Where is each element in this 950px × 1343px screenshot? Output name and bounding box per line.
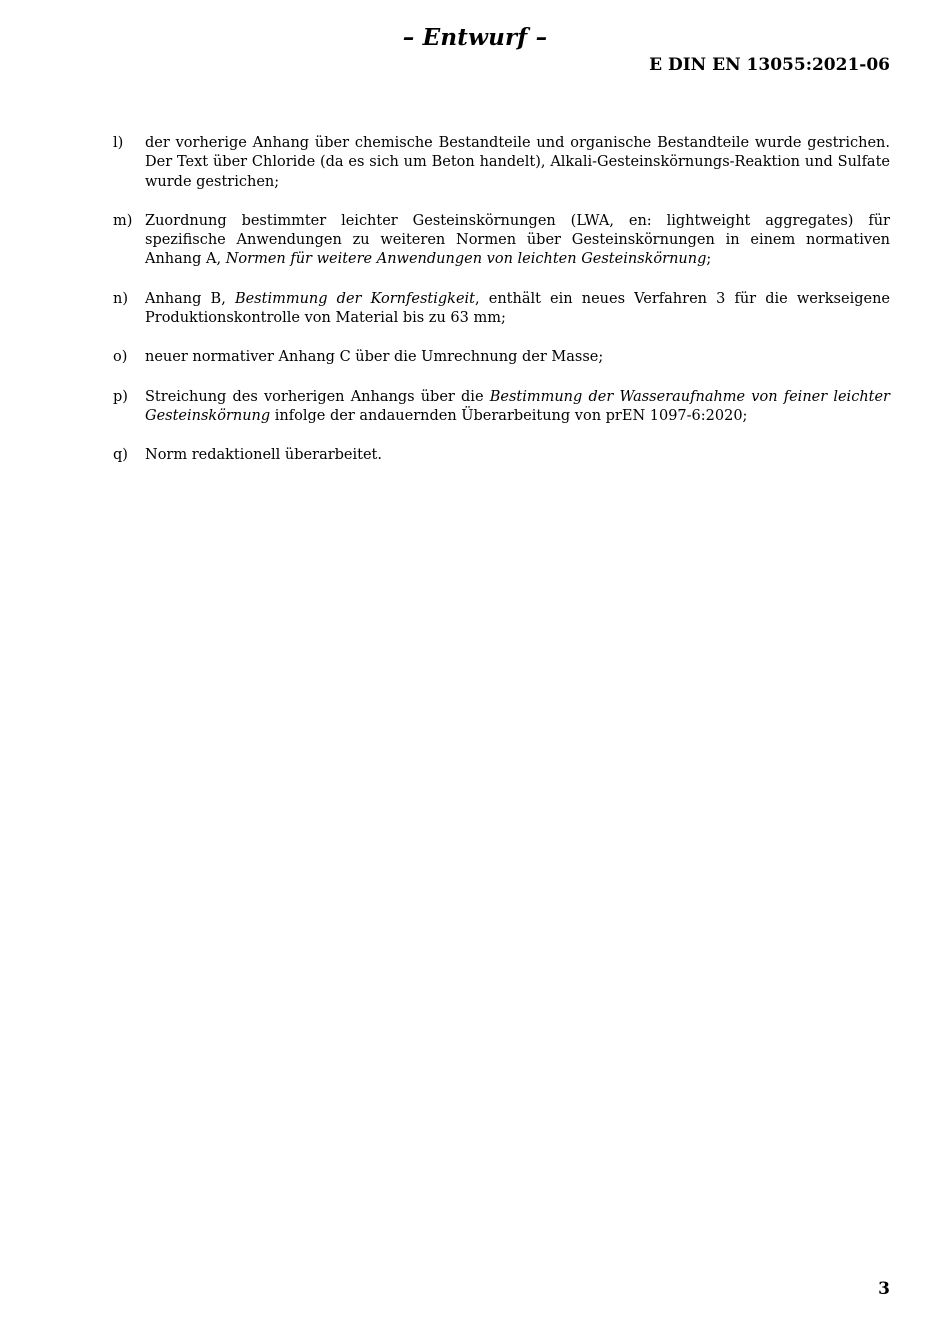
list-item-text: der vorherige Anhang über chemische Bestandteile und organische Bestandteile wurde gestrichen. Der Text über Chloride (da es sich um Beton handelt), Alkali-Gesteinskörnungs-Reaktion und Sulfate wurde gestrichen; <box>145 135 890 190</box>
list-item-label: m) <box>113 212 133 229</box>
list-item-label: n) <box>113 290 128 307</box>
list-item-text: neuer normativer Anhang C über die Umrechnung der Masse; <box>145 349 604 366</box>
list-item-label: l) <box>113 135 124 151</box>
list-item <box>113 134 890 192</box>
list-item-text: Streichung des vorherigen Anhangs über die Bestimmung der Wasseraufnahme von feiner leichter Gesteinskörnung infolge der andauernden Überarbeitung von prEN 1097-6:2020; <box>145 388 890 424</box>
change-list <box>113 134 890 486</box>
list-item-text: Zuordnung bestimmter leichter Gesteinskörnungen (LWA, en: lightweight aggregates) für spezifische Anwendungen zu weiteren Normen über Gesteinskörnungen in einem normativen Anhang A, Normen für weitere Anwendungen von leichten Gesteinskörnung; <box>145 212 890 268</box>
document-identifier: E DIN EN 13055:2021-06 <box>649 55 890 75</box>
list-item <box>113 212 890 270</box>
list-item-label: q) <box>113 447 128 464</box>
page-number: 3 <box>878 1279 890 1299</box>
annex-title-italic: Bestimmung der Kornfestigkeit <box>234 290 475 307</box>
list-item-text: Anhang B, Bestimmung der Kornfestigkeit, enthält ein neues Verfahren 3 für die werkseigene Produktionskontrolle von Material bis zu 63 mm; <box>145 290 890 327</box>
annex-title-italic: Bestimmung der Wasseraufnahme von feiner leichter Gesteinskörnung <box>145 388 890 424</box>
list-item <box>113 446 890 465</box>
standard-title-italic: Normen für weitere Anwendungen von leichten Gesteinskörnung <box>225 251 707 268</box>
draft-watermark-heading: – Entwurf – <box>402 24 548 51</box>
list-item <box>113 290 890 329</box>
list-item-label: o) <box>113 349 128 366</box>
list-item-text: Norm redaktionell überarbeitet. <box>145 447 382 464</box>
list-item <box>113 388 890 427</box>
list-item <box>113 348 890 367</box>
list-item-label: p) <box>113 388 128 405</box>
